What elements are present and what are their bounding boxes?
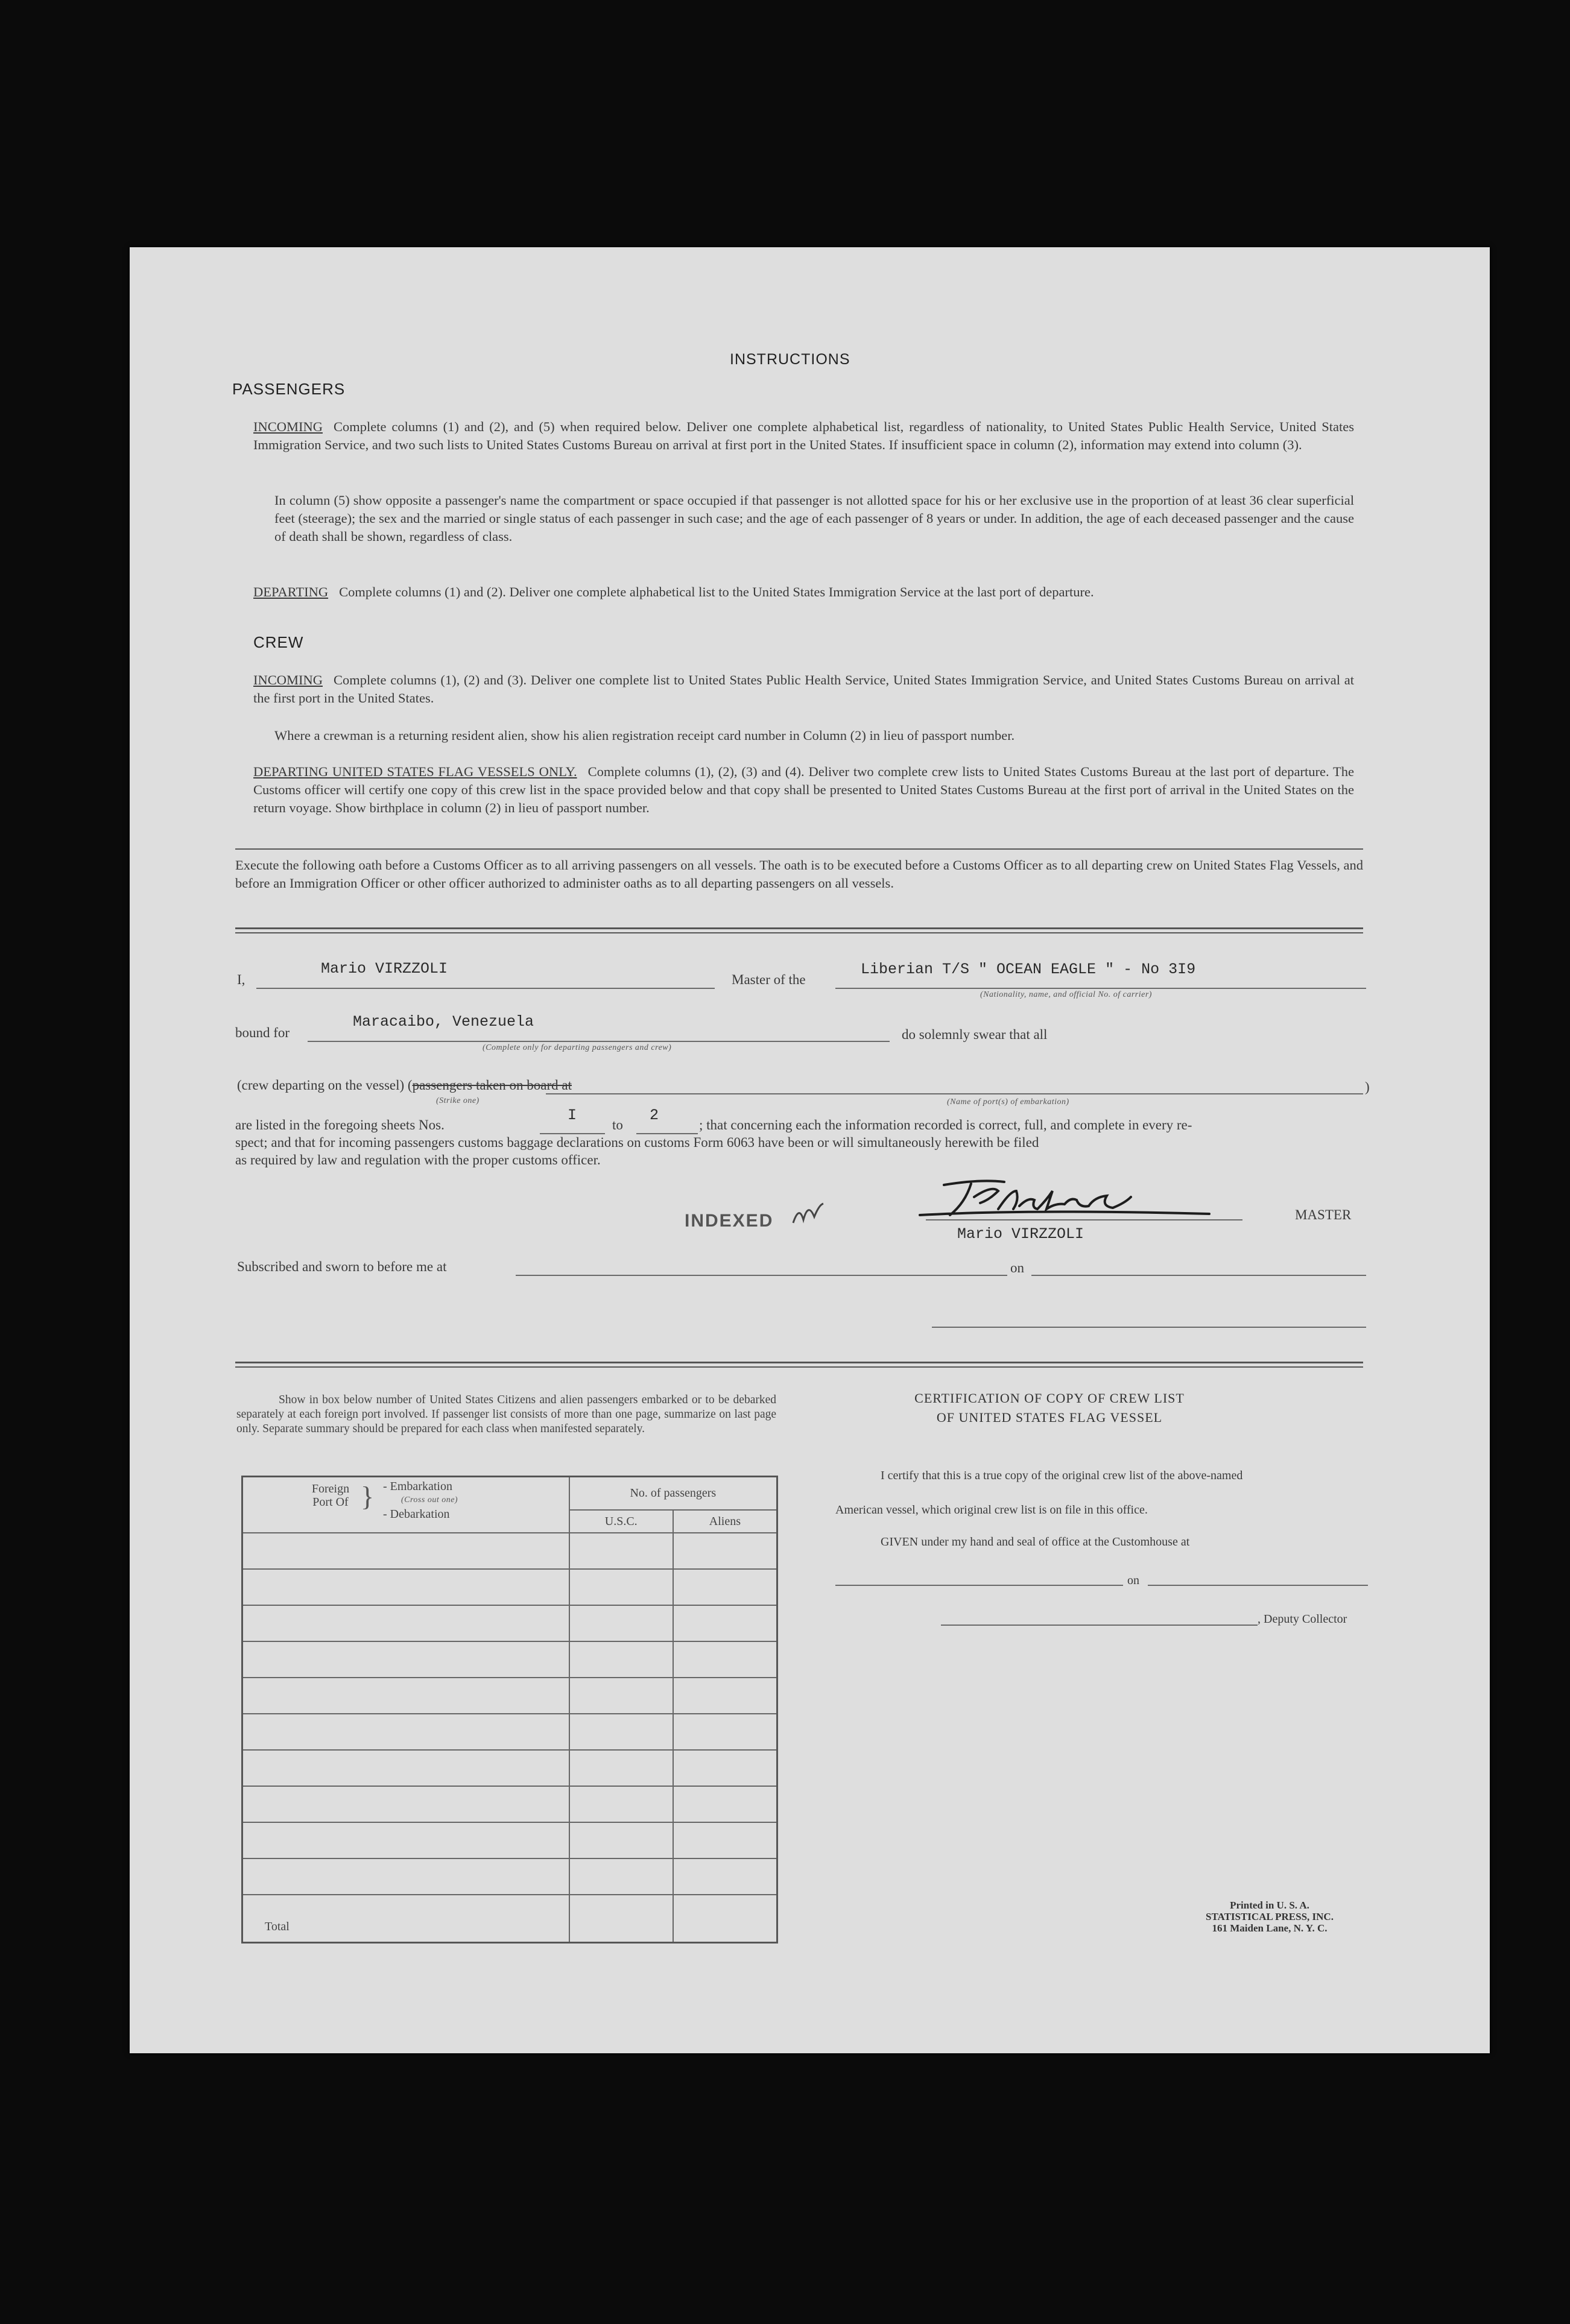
passengers-incoming-paragraph bbox=[253, 418, 1354, 454]
subscribed-place-line bbox=[516, 1275, 1007, 1276]
aliens-cell[interactable] bbox=[673, 1714, 777, 1750]
indexed-stamp: INDEXED bbox=[685, 1211, 774, 1231]
embarkation-label: - Embarkation bbox=[383, 1480, 452, 1493]
total-label: Total bbox=[242, 1895, 569, 1943]
table-row bbox=[242, 1858, 777, 1895]
table-row bbox=[242, 1714, 777, 1750]
usc-cell[interactable] bbox=[569, 1533, 673, 1569]
i-label: I, bbox=[237, 972, 245, 987]
table-row bbox=[242, 1641, 777, 1678]
aliens-cell[interactable] bbox=[673, 1605, 777, 1641]
destination: Maracaibo, Venezuela bbox=[353, 1013, 534, 1031]
certification-title-line2: OF UNITED STATES FLAG VESSEL bbox=[936, 1410, 1163, 1425]
passengers-departing-text: Complete columns (1) and (2). Deliver one complete alphabetical list to the United States Immigration Service at the last port of departure. bbox=[339, 584, 1094, 599]
passengers-incoming-lead: INCOMING bbox=[253, 419, 323, 434]
master-of-label: Master of the bbox=[732, 972, 806, 987]
divider-rule bbox=[235, 1366, 1363, 1368]
listed-text-2: spect; and that for incoming passengers customs baggage declarations on customs Form 6063 have been or will simultaneously herewith be filed bbox=[235, 1135, 1039, 1150]
crew-incoming-lead: INCOMING bbox=[253, 672, 323, 687]
port-cell[interactable] bbox=[242, 1786, 569, 1822]
divider-rule bbox=[235, 1362, 1363, 1363]
aliens-cell[interactable] bbox=[673, 1858, 777, 1895]
master-signature-line bbox=[926, 1219, 1242, 1220]
brace-icon: } bbox=[361, 1481, 375, 1512]
printer-imprint bbox=[1179, 1899, 1360, 1934]
table-row bbox=[242, 1533, 777, 1569]
aliens-cell[interactable] bbox=[673, 1678, 777, 1714]
printer-line2: STATISTICAL PRESS, INC. bbox=[1206, 1911, 1334, 1922]
port-cell[interactable] bbox=[242, 1858, 569, 1895]
aliens-cell[interactable] bbox=[673, 1750, 777, 1786]
listed-text: are listed in the foregoing sheets Nos. bbox=[235, 1117, 445, 1132]
listed-text-cont: ; that concerning each the information recorded is correct, full, and complete in every re- bbox=[699, 1117, 1192, 1132]
subscribed-date-line bbox=[1031, 1275, 1366, 1276]
typed-signature-name: Mario VIRZZOLI bbox=[957, 1225, 1084, 1243]
master-signature bbox=[908, 1173, 1233, 1221]
certification-on-label: on bbox=[1127, 1574, 1139, 1587]
aliens-cell[interactable] bbox=[673, 1641, 777, 1678]
passengers-heading: PASSENGERS bbox=[232, 380, 346, 398]
debarkation-label: - Debarkation bbox=[383, 1508, 450, 1521]
printer-line1: Printed in U. S. A. bbox=[1230, 1899, 1309, 1911]
sheet-to-line bbox=[636, 1133, 698, 1134]
crew-incoming-paragraph bbox=[253, 671, 1354, 707]
aliens-header: Aliens bbox=[673, 1510, 777, 1533]
table-row bbox=[242, 1750, 777, 1786]
port-cell[interactable] bbox=[242, 1641, 569, 1678]
certification-title-line1: CERTIFICATION OF COPY OF CREW LIST bbox=[914, 1391, 1185, 1406]
certify-text-1: I certify that this is a true copy of the original crew list of the above-named bbox=[881, 1469, 1243, 1482]
swear-text: do solemnly swear that all bbox=[902, 1027, 1048, 1042]
usc-total-cell[interactable] bbox=[569, 1895, 673, 1943]
vessel-line bbox=[835, 988, 1366, 989]
foreign-port-header bbox=[242, 1477, 569, 1533]
table-row bbox=[242, 1569, 777, 1605]
customhouse-line bbox=[835, 1585, 1123, 1586]
certification-title bbox=[869, 1389, 1230, 1427]
master-name-line bbox=[256, 988, 715, 989]
usc-cell[interactable] bbox=[569, 1750, 673, 1786]
port-cell[interactable] bbox=[242, 1714, 569, 1750]
sheet-from-line bbox=[540, 1133, 605, 1134]
listed-text-3: as required by law and regulation with the proper customs officer. bbox=[235, 1152, 601, 1167]
table-row bbox=[242, 1678, 777, 1714]
given-text: GIVEN under my hand and seal of office at the Customhouse at bbox=[881, 1535, 1190, 1549]
struck-passengers-option: passengers taken on board at bbox=[412, 1078, 572, 1093]
passengers-departing-paragraph bbox=[253, 583, 1354, 601]
destination-line bbox=[308, 1041, 890, 1042]
sheet-from: I bbox=[568, 1107, 577, 1124]
no-of-passengers-header: No. of passengers bbox=[569, 1477, 777, 1510]
passengers-incoming-text: Complete columns (1) and (2), and (5) when required below. Deliver one complete alphabetical list, regardless of nationality, to United States Public Health Service, United States Immigration Service, and two such lists to United States Customs Bureau on arrival at first port in the United States. If insufficient space in column (2), information may extend into column (3). bbox=[253, 419, 1354, 452]
deputy-collector-label: , Deputy Collector bbox=[1258, 1612, 1347, 1626]
master-label: MASTER bbox=[1295, 1207, 1352, 1222]
instructions-title: INSTRUCTIONS bbox=[730, 351, 850, 368]
aliens-total-cell[interactable] bbox=[673, 1895, 777, 1943]
close-paren: ) bbox=[1365, 1079, 1370, 1094]
port-caption: (Name of port(s) of embarkation) bbox=[947, 1097, 1069, 1107]
summary-instructions: Show in box below number of United States Citizens and alien passengers embarked or to be debarked separately at each foreign port involved. If passenger list consists of more than one page, summarize on last page only. Separate summary should be prepared for each class when manifested separately. bbox=[236, 1394, 776, 1435]
divider-rule bbox=[235, 932, 1363, 933]
crew-returning-paragraph: Where a crewman is a returning resident alien, show his alien registration receipt card number in Column (2) in lieu of passport number. bbox=[274, 728, 1015, 743]
certify-text-2: American vessel, which original crew list is on file in this office. bbox=[835, 1503, 1148, 1517]
crew-incoming-text: Complete columns (1), (2) and (3). Deliver one complete list to United States Public Health Service, United States Immigration Service, and United States Customs Bureau on arrival at the first port in the United States. bbox=[253, 672, 1354, 706]
crew-departing-paragraph bbox=[253, 763, 1354, 817]
usc-cell[interactable] bbox=[569, 1786, 673, 1822]
vessel-name: Liberian T/S " OCEAN EAGLE " - No 3I9 bbox=[861, 961, 1196, 978]
to-label: to bbox=[612, 1117, 623, 1132]
usc-cell[interactable] bbox=[569, 1641, 673, 1678]
vessel-caption: (Nationality, name, and official No. of carrier) bbox=[980, 990, 1152, 999]
embarkation-port-line bbox=[546, 1093, 1363, 1094]
aliens-cell[interactable] bbox=[673, 1569, 777, 1605]
indexed-initial-mark bbox=[790, 1199, 826, 1229]
port-cell[interactable] bbox=[242, 1569, 569, 1605]
cross-out-caption: (Cross out one) bbox=[401, 1495, 458, 1505]
table-row bbox=[242, 1605, 777, 1641]
table-row bbox=[242, 1822, 777, 1858]
usc-cell[interactable] bbox=[569, 1569, 673, 1605]
crew-departing-text: Complete columns (1), (2), (3) and (4). Deliver two complete crew lists to United States Customs Bureau at the last port of departure. The Customs officer will certify one copy of this crew list in the space provided below and that copy shall be presented to United States Customs Bureau at the first port of arrival in the United States on the return voyage. Show birthplace in column (2) in lieu of passport number. bbox=[253, 764, 1354, 815]
crew-departing-lead: DEPARTING UNITED STATES FLAG VESSELS ONLY. bbox=[253, 764, 577, 779]
sheet-to: 2 bbox=[650, 1107, 659, 1124]
port-cell[interactable] bbox=[242, 1533, 569, 1569]
aliens-cell[interactable] bbox=[673, 1533, 777, 1569]
usc-header: U.S.C. bbox=[569, 1510, 673, 1533]
printer-line3: 161 Maiden Lane, N. Y. C. bbox=[1212, 1922, 1328, 1934]
master-name: Mario VIRZZOLI bbox=[321, 960, 448, 977]
officer-signature-line bbox=[932, 1327, 1366, 1328]
usc-cell[interactable] bbox=[569, 1822, 673, 1858]
document-page bbox=[130, 247, 1490, 2053]
divider-rule bbox=[235, 927, 1363, 929]
aliens-cell[interactable] bbox=[673, 1786, 777, 1822]
passengers-departing-lead: DEPARTING bbox=[253, 584, 329, 599]
strike-caption: (Strike one) bbox=[436, 1096, 480, 1105]
crew-departing-option: (crew departing on the vessel) ( bbox=[237, 1078, 413, 1093]
port-cell[interactable] bbox=[242, 1822, 569, 1858]
usc-cell[interactable] bbox=[569, 1605, 673, 1641]
subscribed-label: Subscribed and sworn to before me at bbox=[237, 1259, 447, 1274]
port-cell[interactable] bbox=[242, 1678, 569, 1714]
aliens-cell[interactable] bbox=[673, 1822, 777, 1858]
subscribed-on-label: on bbox=[1010, 1260, 1024, 1275]
passenger-summary-table bbox=[241, 1476, 778, 1944]
crew-heading: CREW bbox=[253, 633, 304, 651]
port-cell[interactable] bbox=[242, 1750, 569, 1786]
destination-caption: (Complete only for departing passengers and crew) bbox=[483, 1043, 672, 1052]
divider-rule bbox=[235, 848, 1363, 850]
certification-date-line bbox=[1148, 1585, 1368, 1586]
table-row bbox=[242, 1786, 777, 1822]
crew-departing-statement bbox=[237, 1078, 572, 1093]
oath-instruction: Execute the following oath before a Customs Officer as to all arriving passengers on all vessels. The oath is to be executed before a Customs Officer as to all departing crew on United States Flag Vessels, and before an Immigration Officer or other officer authorized to administer oaths as to all departing passengers on all vessels. bbox=[235, 857, 1363, 891]
deputy-collector-signature-line bbox=[941, 1625, 1258, 1626]
foreign-port-label: Foreign Port Of bbox=[311, 1482, 350, 1509]
usc-cell[interactable] bbox=[569, 1714, 673, 1750]
usc-cell[interactable] bbox=[569, 1678, 673, 1714]
port-cell[interactable] bbox=[242, 1605, 569, 1641]
passengers-column5-paragraph: In column (5) show opposite a passenger's name the compartment or space occupied if that passenger is not allotted space for his or her exclusive use in the proportion of at least 36 clear superficial feet (steerage); the sex and the married or single status of each passenger in such case; and the age of each passenger of 8 years or under. In addition, the age of each deceased passenger and the cause of death shall be shown, regardless of class. bbox=[274, 493, 1354, 544]
total-row bbox=[242, 1895, 777, 1943]
bound-for-label: bound for bbox=[235, 1025, 290, 1040]
usc-cell[interactable] bbox=[569, 1858, 673, 1895]
